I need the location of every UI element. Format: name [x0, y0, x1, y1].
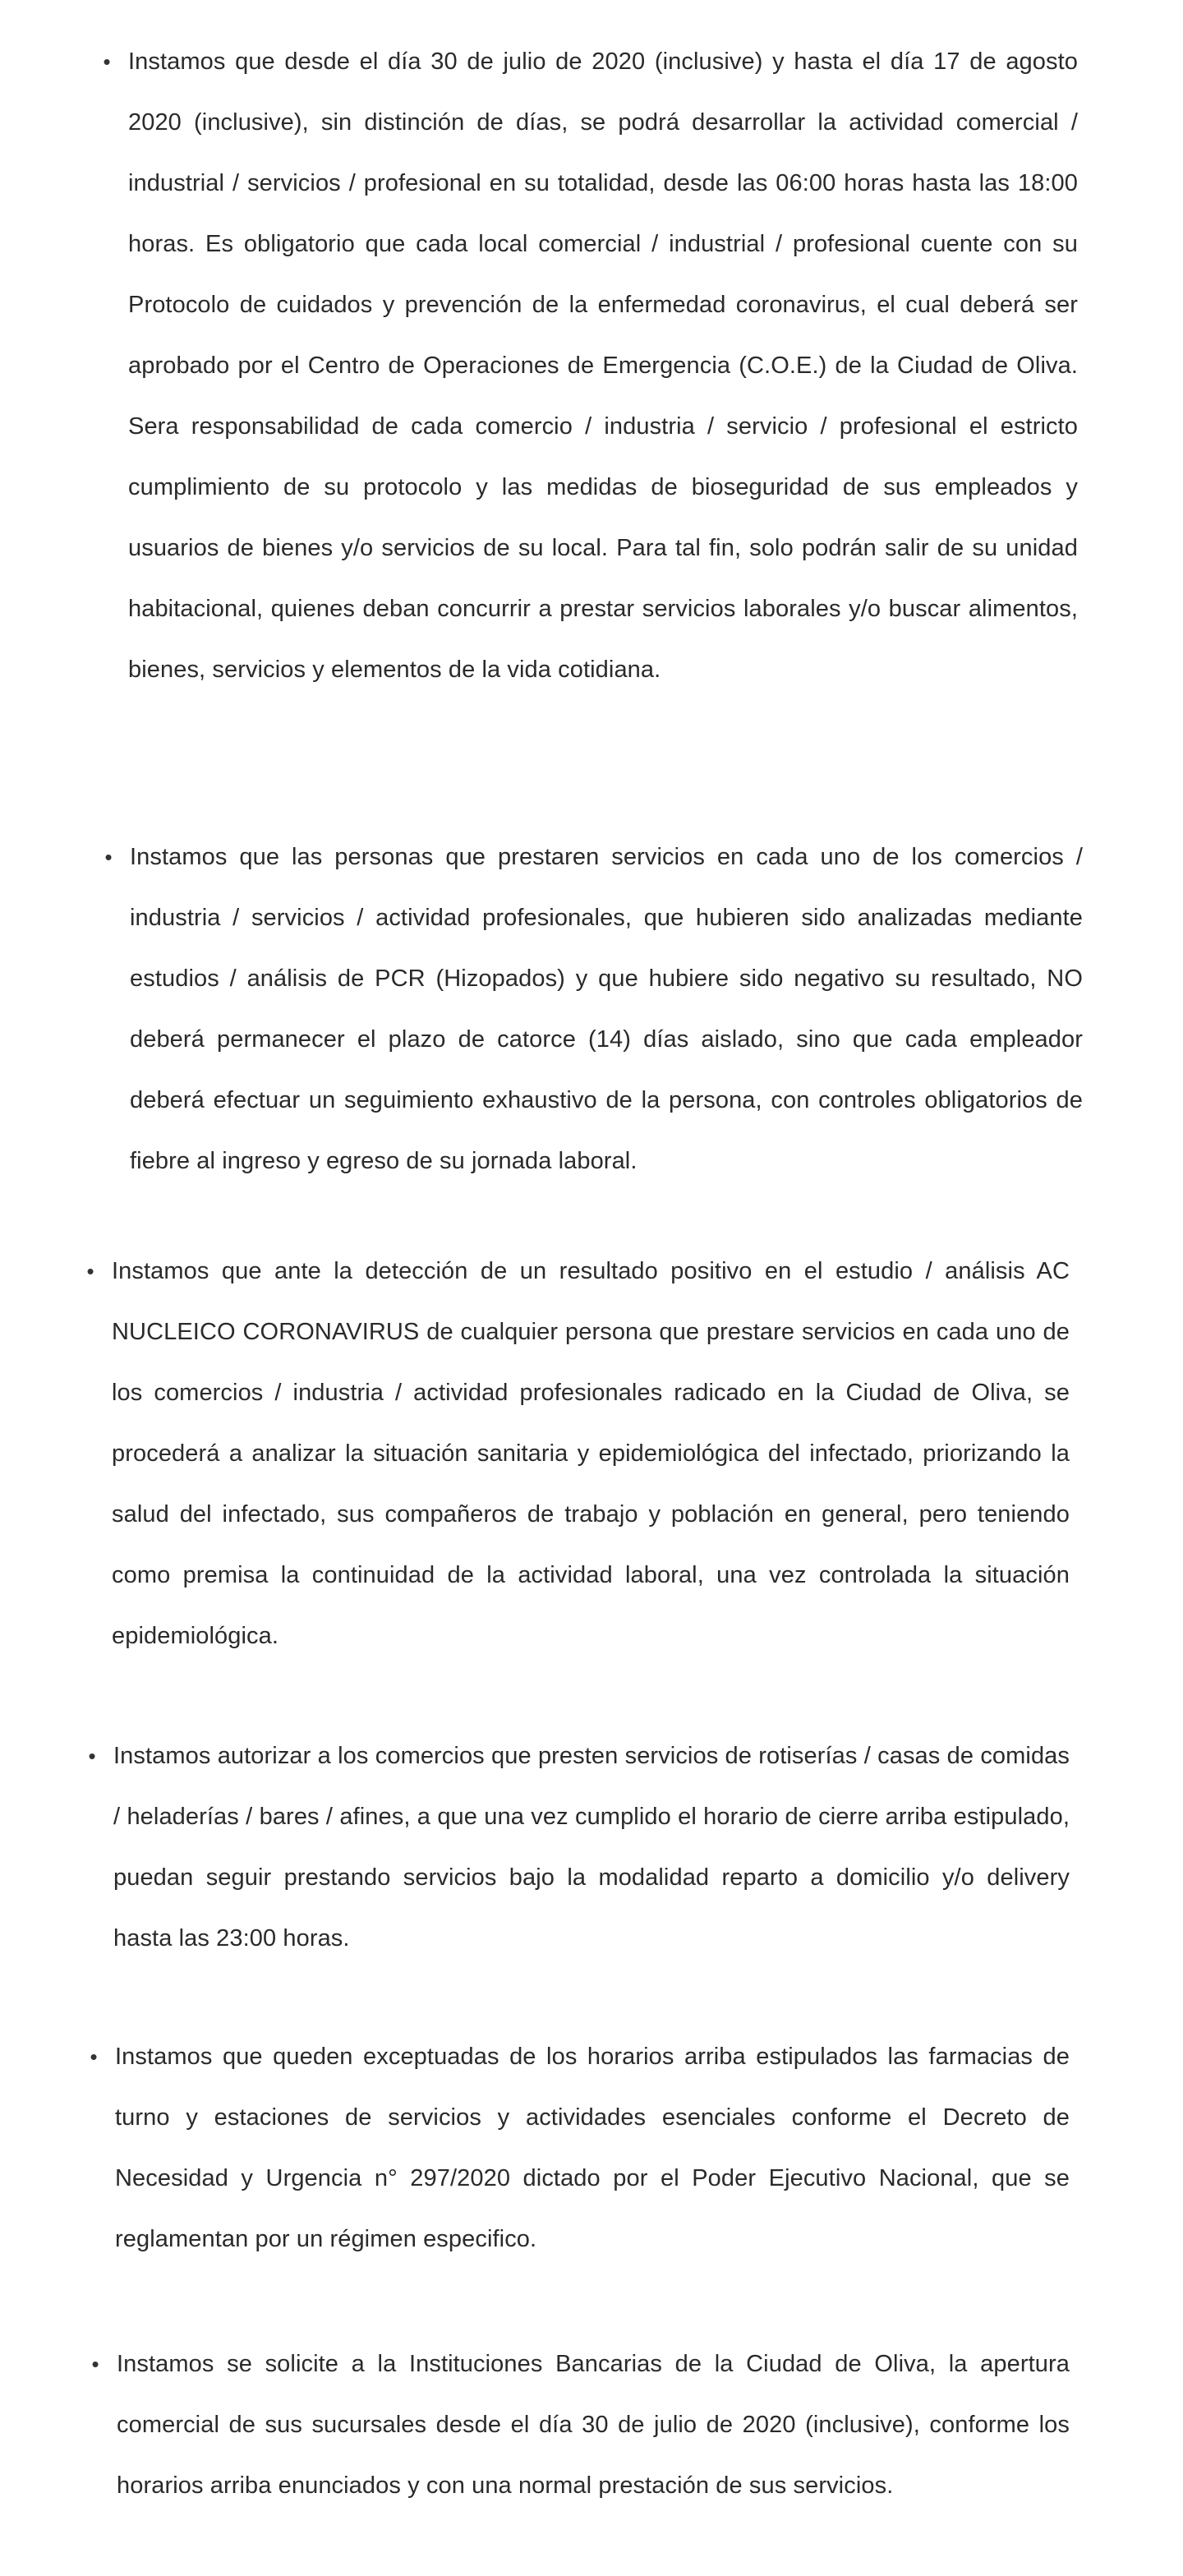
bullet-dot-icon: • — [90, 2044, 98, 2069]
bullet-paragraph-5 — [90, 2026, 1070, 2270]
paragraph-text: Instamos se solicite a la Instituciones Bancarias de la Ciudad de Oliva, la apertura comercial de sus sucursales desde el día 30 de julio de 2020 (inclusive), conforme los horarios arriba enunciados y con una normal prestación de sus servicios. — [117, 2351, 1070, 2499]
paragraph-text: Instamos que queden exceptuadas de los horarios arriba estipulados las farmacias de turno y estaciones de servicios y actividades esenciales conforme el Decreto de Necesidad y Urgencia n° 297/2020 dictado por el Poder Ejecutivo Nacional, que se reglamentan por un régimen especifico. — [115, 2044, 1070, 2252]
bullet-dot-icon: • — [104, 845, 113, 869]
paragraph-text: Instamos que las personas que prestaren servicios en cada uno de los comercios / industria / servicios / actividad profesionales, que hubieren sido analizadas mediante estudios / análisis de PCR (Hizopados) y que hubiere sido negativo su resultado, NO deberá permanecer el plazo de catorce (14) días aislado, sino que cada empleador deberá efectuar un seguimiento exhaustivo de la persona, con controles obligatorios de fiebre al ingreso y egreso de su jornada laboral. — [130, 844, 1083, 1174]
bullet-paragraph-4 — [88, 1726, 1070, 1969]
bullet-dot-icon: • — [103, 49, 111, 74]
paragraph-text: Instamos autorizar a los comercios que presten servicios de rotiserías / casas de comidas / heladerías / bares / afines, a que una vez cumplido el horario de cierre arriba estipulado, puedan seguir prestando servicios bajo la modalidad reparto a domicilio y/o delivery hasta las 23:00 horas. — [113, 1743, 1070, 1952]
bullet-paragraph-1 — [103, 31, 1078, 700]
bullet-dot-icon: • — [88, 1744, 96, 1768]
bullet-paragraph-6 — [91, 2334, 1070, 2516]
bullet-dot-icon: • — [91, 2352, 99, 2376]
bullet-paragraph-2 — [104, 827, 1083, 1191]
bullet-paragraph-3 — [86, 1241, 1070, 1666]
paragraph-text: Instamos que ante la detección de un resultado positivo en el estudio / análisis AC NUCLEICO CORONAVIRUS de cualquier persona que prestare servicios en cada uno de los comercios / industria / actividad profesionales radicado en la Ciudad de Oliva, se procederá a analizar la situación sanitaria y epidemiológica del infectado, priorizando la salud del infectado, sus compañeros de trabajo y población en general, pero teniendo como premisa la continuidad de la actividad laboral, una vez controlada la situación epidemiológica. — [112, 1258, 1070, 1649]
paragraph-text: Instamos que desde el día 30 de julio de 2020 (inclusive) y hasta el día 17 de agosto 2020 (inclusive), sin distinción de días, se podrá desarrollar la actividad comercial / industrial / servicios / profesional en su totalidad, desde las 06:00 horas hasta las 18:00 horas. Es obligatorio que cada local comercial / industrial / profesional cuente con su Protocolo de cuidados y prevención de la enfermedad coronavirus, el cual deberá ser aprobado por el Centro de Operaciones de Emergencia (C.O.E.) de la Ciudad de Oliva. Sera responsabilidad de cada comercio / industria / servicio / profesional el estricto cumplimiento de su protocolo y las medidas de bioseguridad de sus empleados y usuarios de bienes y/o servicios de su local. Para tal fin, solo podrán salir de su unidad habitacional, quienes deban concurrir a prestar servicios laborales y/o buscar alimentos, bienes, servicios y elementos de la vida cotidiana. — [128, 48, 1078, 683]
bullet-dot-icon: • — [86, 1259, 94, 1283]
